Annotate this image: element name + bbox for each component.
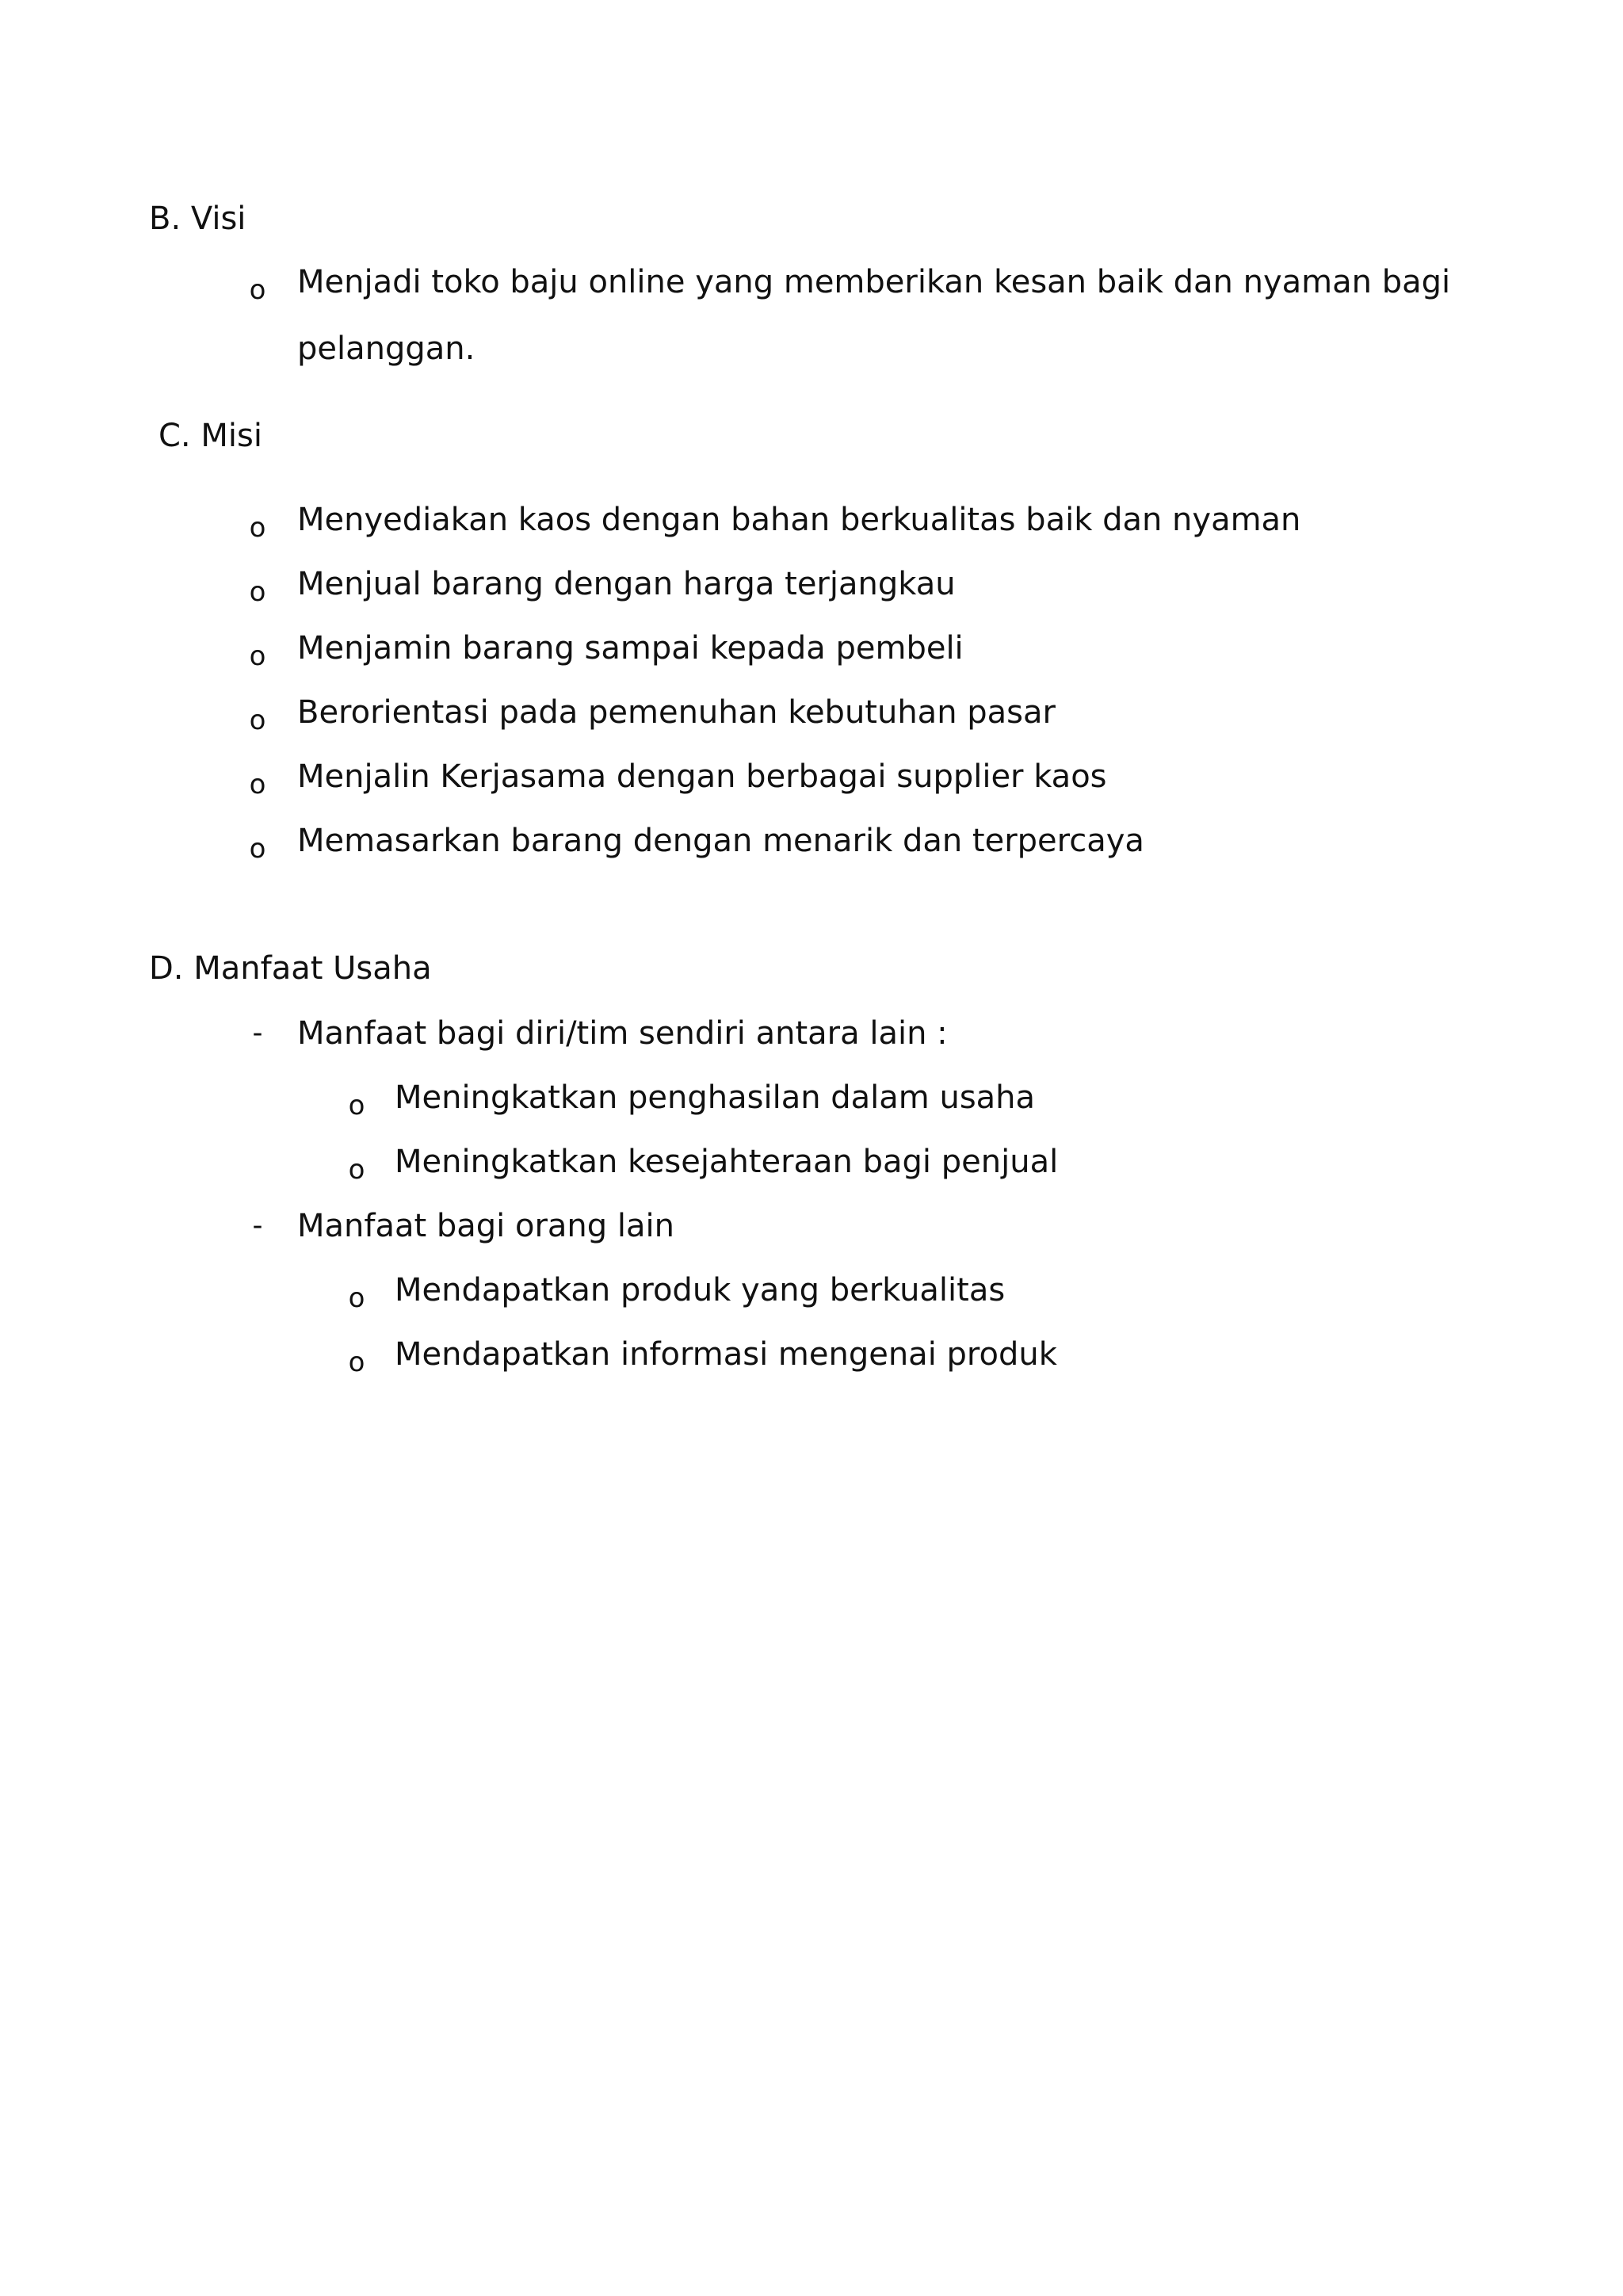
bullet-marker: o (249, 640, 266, 672)
misi-item: Menyediakan kaos dengan bahan berkualitas baik dan nyaman (297, 502, 1301, 538)
manfaat-item: Mendapatkan produk yang berkualitas (395, 1272, 1006, 1308)
manfaat-group-title: Manfaat bagi diri/tim sendiri antara lain : (297, 1015, 948, 1052)
bullet-marker: o (249, 833, 266, 865)
bullet-marker: o (249, 576, 266, 608)
dash-marker: - (252, 1017, 263, 1049)
visi-item-line-2: pelanggan. (297, 330, 475, 367)
bullet-marker: o (249, 512, 266, 544)
misi-item: Menjamin barang sampai kepada pembeli (297, 630, 964, 667)
manfaat-item: Mendapatkan informasi mengenai produk (395, 1336, 1057, 1373)
section-heading-misi: C. Misi (158, 418, 262, 454)
bullet-marker: o (348, 1154, 365, 1186)
section-heading-manfaat: D. Manfaat Usaha (149, 950, 432, 987)
misi-item: Menjual barang dengan harga terjangkau (297, 566, 956, 602)
misi-item: Menjalin Kerjasama dengan berbagai supplier kaos (297, 758, 1107, 795)
misi-item: Memasarkan barang dengan menarik dan terpercaya (297, 823, 1144, 859)
manfaat-item: Meningkatkan penghasilan dalam usaha (395, 1079, 1036, 1116)
bullet-marker: o (249, 705, 266, 736)
manfaat-item: Meningkatkan kesejahteraan bagi penjual (395, 1144, 1059, 1180)
bullet-marker: o (249, 769, 266, 800)
visi-item-line-1: Menjadi toko baju online yang memberikan kesan baik dan nyaman bagi (297, 264, 1451, 300)
bullet-marker: o (348, 1282, 365, 1314)
misi-item: Berorientasi pada pemenuhan kebutuhan pasar (297, 694, 1056, 731)
section-heading-visi: B. Visi (149, 201, 246, 237)
bullet-marker: o (348, 1090, 365, 1121)
bullet-marker: o (348, 1347, 365, 1378)
manfaat-group-title: Manfaat bagi orang lain (297, 1208, 674, 1244)
dash-marker: - (252, 1209, 263, 1242)
bullet-marker: o (249, 274, 266, 306)
